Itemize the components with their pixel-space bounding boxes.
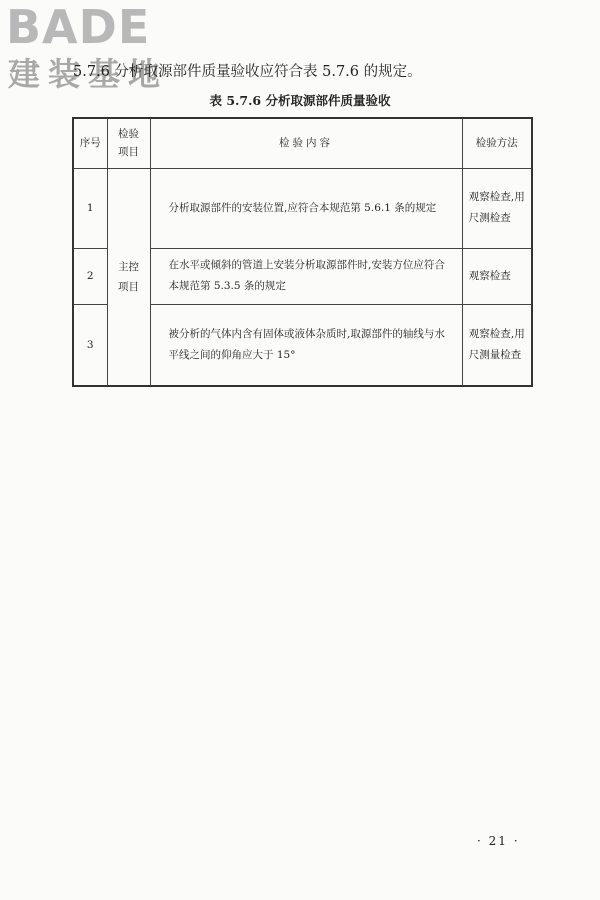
page-number: · 21 · xyxy=(477,834,520,848)
row-method: 观察检查 xyxy=(462,248,532,304)
row-method: 观察检查,用尺测量检查 xyxy=(462,304,532,386)
item-group-label: 主控项目 xyxy=(118,260,139,293)
item-group-cell xyxy=(107,168,150,386)
header-item: 检验项目 xyxy=(107,118,150,168)
table-caption: 表 5.7.6 分析取源部件质量验收 xyxy=(209,93,391,108)
quality-acceptance-table xyxy=(72,117,533,387)
header-no: 序号 xyxy=(73,118,107,168)
row-content: 在水平或倾斜的管道上安装分析取源部件时,安装方位应符合本规范第 5.3.5 条的规定 xyxy=(150,248,462,304)
header-content: 检验内容 xyxy=(150,118,462,168)
row-number: 1 xyxy=(73,168,107,248)
row-number: 2 xyxy=(73,248,107,304)
logo-cjk-text: 建装基地 xyxy=(8,55,169,93)
row-number: 3 xyxy=(73,304,107,386)
header-method: 检验方法 xyxy=(462,118,532,168)
watermark-logo xyxy=(6,2,176,98)
logo-latin-text: BADE xyxy=(6,0,151,54)
row-method: 观察检查,用尺测检查 xyxy=(462,168,532,248)
row-content: 分析取源部件的安装位置,应符合本规范第 5.6.1 条的规定 xyxy=(150,168,462,248)
row-content: 被分析的气体内含有固体或液体杂质时,取源部件的轴线与水平线之间的仰角应大于 15° xyxy=(150,304,462,386)
clause-text: 5.7.6 分析取源部件质量验收应符合表 5.7.6 的规定。 xyxy=(73,64,422,80)
table-row xyxy=(73,168,532,248)
table-header-row xyxy=(73,118,532,168)
